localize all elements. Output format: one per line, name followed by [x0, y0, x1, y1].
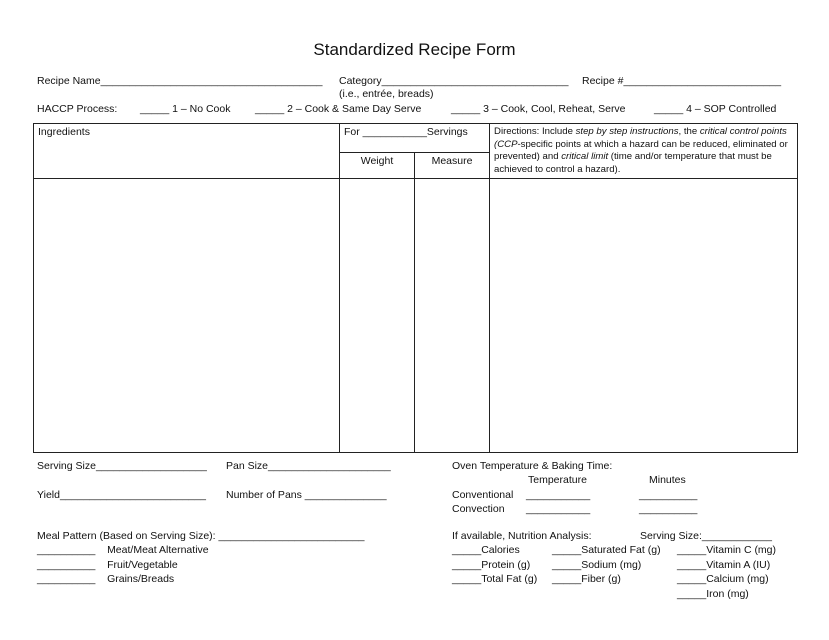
nutrition-label: If available, Nutrition Analysis:: [452, 530, 592, 542]
directions-header: Directions: Include step by step instructions, the critical control points (CCP-specific points at which a hazard can be reduced, eliminated or prevented) and critical limit (time and/or temperature that must be achieved to control a hazard).: [490, 124, 798, 179]
haccp-option-1[interactable]: _____ 1 – No Cook: [140, 103, 231, 115]
nutrition-saturated-fat[interactable]: _____Saturated Fat (g): [552, 544, 661, 556]
convection-minutes-field[interactable]: __________: [639, 503, 698, 515]
category-hint: (i.e., entrée, breads): [339, 88, 434, 100]
serving-size-field[interactable]: Serving Size___________________: [37, 460, 207, 472]
pan-size-field[interactable]: Pan Size_____________________: [226, 460, 391, 472]
haccp-option-4[interactable]: _____ 4 – SOP Controlled: [654, 103, 777, 115]
haccp-option-3[interactable]: _____ 3 – Cook, Cool, Reheat, Serve: [451, 103, 626, 115]
weight-area[interactable]: [340, 179, 415, 453]
conventional-minutes-field[interactable]: __________: [639, 489, 698, 501]
page-title: Standardized Recipe Form: [313, 40, 516, 59]
nutrition-fiber[interactable]: _____Fiber (g): [552, 573, 621, 585]
nutrition-calories[interactable]: _____Calories: [452, 544, 520, 556]
nutrition-total-fat[interactable]: _____Total Fat (g): [452, 573, 538, 585]
nutrition-iron[interactable]: _____Iron (mg): [677, 588, 749, 600]
nutrition-calcium[interactable]: _____Calcium (mg): [677, 573, 769, 585]
measure-header: Measure: [415, 153, 490, 179]
category-field[interactable]: Category________________________________: [339, 75, 569, 87]
nutrition-serving-size-field[interactable]: Serving Size:____________: [640, 530, 772, 542]
haccp-label: HACCP Process:: [37, 103, 118, 115]
nutrition-vitamin-a[interactable]: _____Vitamin A (IU): [677, 559, 771, 571]
yield-field[interactable]: Yield_________________________: [37, 489, 206, 501]
recipe-name-field[interactable]: Recipe Name______________________________________: [37, 75, 323, 87]
meal-item-fruit-veg[interactable]: __________ Fruit/Vegetable: [37, 559, 178, 571]
oven-title: Oven Temperature & Baking Time:: [452, 460, 613, 472]
directions-area[interactable]: [490, 179, 798, 453]
ingredients-header: Ingredients: [34, 124, 340, 179]
conventional-label: Conventional: [452, 489, 514, 501]
measure-area[interactable]: [415, 179, 490, 453]
meal-pattern-field[interactable]: Meal Pattern (Based on Serving Size): _________________________: [37, 530, 365, 542]
convection-label: Convection: [452, 503, 505, 515]
nutrition-vitamin-c[interactable]: _____Vitamin C (mg): [677, 544, 777, 556]
servings-header[interactable]: For ___________Servings: [340, 124, 490, 153]
meal-item-meat[interactable]: __________ Meat/Meat Alternative: [37, 544, 209, 556]
haccp-option-2[interactable]: _____ 2 – Cook & Same Day Serve: [255, 103, 422, 115]
conventional-temp-field[interactable]: ___________: [526, 489, 591, 501]
recipe-number-field[interactable]: Recipe #___________________________: [582, 75, 782, 87]
recipe-table: [33, 123, 798, 453]
nutrition-sodium[interactable]: _____Sodium (mg): [552, 559, 642, 571]
number-of-pans-field[interactable]: Number of Pans ______________: [226, 489, 387, 501]
ingredients-area[interactable]: [34, 179, 340, 453]
weight-header: Weight: [340, 153, 415, 179]
temperature-header: Temperature: [528, 474, 587, 486]
nutrition-protein[interactable]: _____Protein (g): [452, 559, 531, 571]
minutes-header: Minutes: [649, 474, 686, 486]
meal-item-grains[interactable]: __________ Grains/Breads: [37, 573, 175, 585]
convection-temp-field[interactable]: ___________: [526, 503, 591, 515]
